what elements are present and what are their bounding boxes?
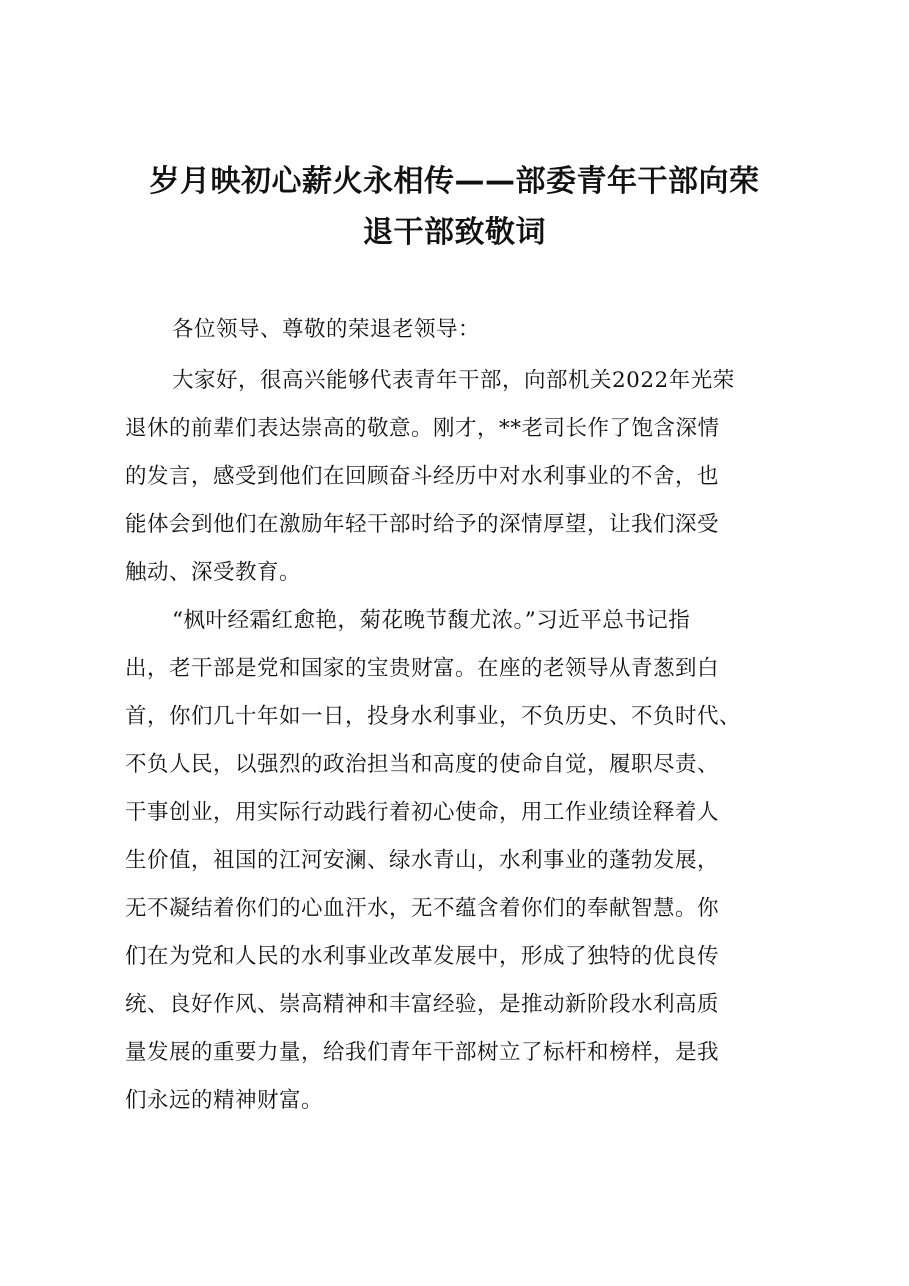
paragraph-2-line-9: 统、良好作风、崇高精神和丰富经验，是推动新阶段水利高质: [125, 992, 720, 1017]
paragraph-2-line-4: 不负人民，以强烈的政治担当和高度的使命自觉，履职尽责、: [125, 752, 720, 777]
paragraph-2-line-3: 首，你们几十年如一日，投身水利事业，不负历史、不负时代、: [125, 704, 742, 729]
paragraph-2-line-7: 无不凝结着你们的心血汗水，无不蕴含着你们的奉献智慧。你: [125, 896, 720, 921]
paragraph-2-line-2: 出，老干部是党和国家的宝贵财富。在座的老领导从青葱到白: [125, 656, 720, 681]
document-title-line-2: 退干部致敬词: [363, 215, 546, 250]
salutation-line: 各位领导、尊敬的荣退老领导：: [172, 317, 481, 342]
paragraph-2-line-5: 干事创业，用实际行动践行着初心使命，用工作业绩诠释着人: [125, 800, 720, 825]
paragraph-2-line-8: 们在为党和人民的水利事业改革发展中，形成了独特的优良传: [125, 944, 720, 969]
paragraph-1-line-1: 大家好，很高兴能够代表青年干部，向部机关2022年光荣: [172, 368, 735, 393]
paragraph-2-line-11: 们永远的精神财富。: [125, 1088, 324, 1113]
paragraph-1-line-5: 触动、深受教育。: [125, 560, 302, 585]
paragraph-2-line-6: 生价值，祖国的江河安澜、绿水青山，水利事业的蓬勃发展，: [125, 848, 720, 873]
paragraph-2-line-10: 量发展的重要力量，给我们青年干部树立了标杆和榜样，是我: [125, 1040, 720, 1065]
paragraph-1-line-2: 退休的前辈们表达崇高的敬意。刚才，**老司长作了饱含深情: [125, 416, 720, 441]
paragraph-1-line-3: 的发言，感受到他们在回顾奋斗经历中对水利事业的不舍，也: [125, 464, 720, 489]
paragraph-2-line-1: “枫叶经霜红愈艳，菊花晚节馥尤浓。”习近平总书记指: [172, 608, 691, 633]
document-title-line-1: 岁月映初心薪火永相传——部委青年干部向荣: [149, 164, 760, 199]
paragraph-1-line-4: 能体会到他们在激励年轻干部时给予的深情厚望，让我们深受: [125, 512, 720, 537]
